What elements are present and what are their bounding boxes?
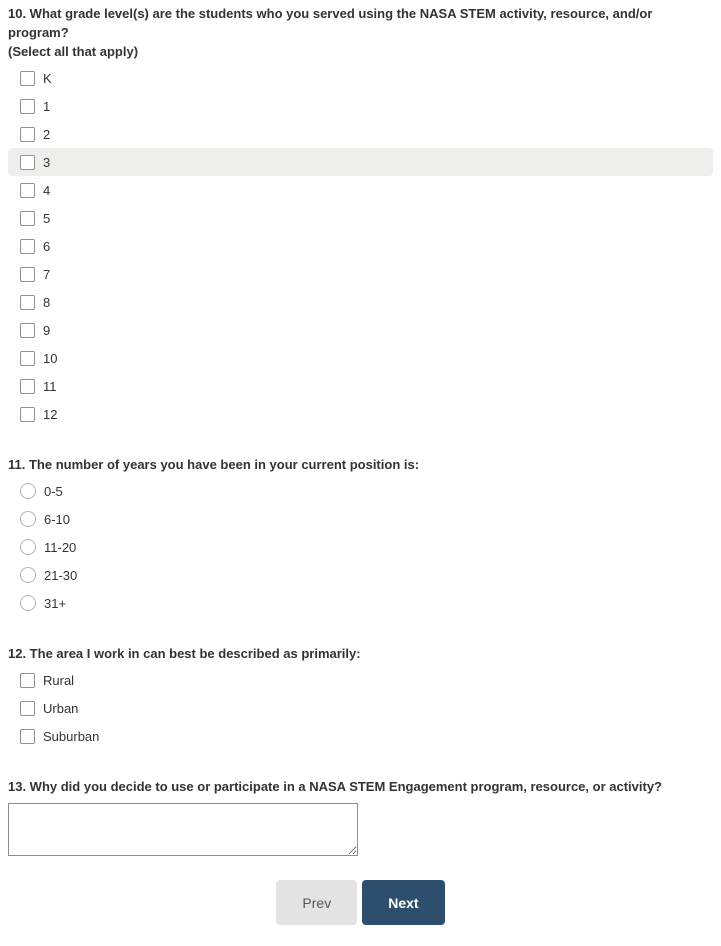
option-label[interactable]: 6-10: [44, 511, 71, 527]
option-grade-11[interactable]: [8, 372, 713, 400]
radio-icon[interactable]: [20, 511, 36, 527]
checkbox-icon[interactable]: [20, 71, 35, 86]
option-label[interactable]: 11: [43, 378, 57, 394]
option-label[interactable]: Suburban: [43, 728, 100, 744]
option-label[interactable]: 2: [43, 126, 51, 142]
radio-icon[interactable]: [20, 567, 36, 583]
checkbox-icon[interactable]: [20, 673, 35, 688]
option-grade-7[interactable]: [8, 260, 713, 288]
radio-icon[interactable]: [20, 539, 36, 555]
question-12-options: [8, 666, 713, 750]
option-label[interactable]: 10: [43, 350, 58, 366]
question-11-options: [8, 477, 713, 617]
option-label[interactable]: 1: [43, 98, 51, 114]
question-10-note: (Select all that apply): [8, 44, 139, 59]
checkbox-icon[interactable]: [20, 127, 35, 142]
checkbox-icon[interactable]: [20, 295, 35, 310]
option-years-31-plus[interactable]: [8, 589, 713, 617]
question-11: [8, 455, 713, 617]
question-10-title: 10. What grade level(s) are the students who you served using the NASA STEM activity, resource, and/or program?: [8, 6, 653, 40]
radio-icon[interactable]: [20, 595, 36, 611]
option-grade-5[interactable]: [8, 204, 713, 232]
option-label[interactable]: 11-20: [44, 539, 77, 555]
question-12: [8, 644, 713, 750]
option-grade-4[interactable]: [8, 176, 713, 204]
option-grade-12[interactable]: [8, 400, 713, 428]
option-grade-10[interactable]: [8, 344, 713, 372]
checkbox-icon[interactable]: [20, 729, 35, 744]
question-10: [8, 4, 713, 428]
checkbox-icon[interactable]: [20, 379, 35, 394]
checkbox-icon[interactable]: [20, 155, 35, 170]
option-label[interactable]: 3: [43, 154, 51, 170]
radio-icon[interactable]: [20, 483, 36, 499]
option-area-suburban[interactable]: [8, 722, 713, 750]
option-grade-9[interactable]: [8, 316, 713, 344]
option-label[interactable]: 12: [43, 406, 58, 422]
option-label[interactable]: 8: [43, 294, 51, 310]
option-label[interactable]: 4: [43, 182, 51, 198]
option-grade-6[interactable]: [8, 232, 713, 260]
navigation-buttons: [8, 880, 713, 925]
next-button[interactable]: Next: [362, 880, 444, 925]
option-grade-1[interactable]: [8, 92, 713, 120]
checkbox-icon[interactable]: [20, 267, 35, 282]
option-label[interactable]: 0-5: [44, 483, 63, 499]
option-label[interactable]: K: [43, 70, 52, 86]
option-years-21-30[interactable]: [8, 561, 713, 589]
prev-button[interactable]: Prev: [276, 880, 357, 925]
option-years-11-20[interactable]: [8, 533, 713, 561]
question-13: [8, 777, 713, 856]
option-grade-3[interactable]: [8, 148, 713, 176]
option-area-rural[interactable]: [8, 666, 713, 694]
question-13-title: 13. Why did you decide to use or participate in a NASA STEM Engagement program, resource, or activity?: [8, 779, 662, 794]
option-label[interactable]: Rural: [43, 672, 75, 688]
question-12-title: 12. The area I work in can best be described as primarily:: [8, 646, 361, 661]
option-years-6-10[interactable]: [8, 505, 713, 533]
checkbox-icon[interactable]: [20, 351, 35, 366]
option-grade-2[interactable]: [8, 120, 713, 148]
question-10-options: [8, 64, 713, 428]
option-label[interactable]: 5: [43, 210, 51, 226]
option-years-0-5[interactable]: [8, 477, 713, 505]
option-label[interactable]: Urban: [43, 700, 79, 716]
checkbox-icon[interactable]: [20, 99, 35, 114]
answer-textarea[interactable]: [8, 803, 358, 856]
question-11-title: 11. The number of years you have been in your current position is:: [8, 457, 420, 472]
option-label[interactable]: 7: [43, 266, 51, 282]
checkbox-icon[interactable]: [20, 183, 35, 198]
checkbox-icon[interactable]: [20, 323, 35, 338]
option-grade-8[interactable]: [8, 288, 713, 316]
option-label[interactable]: 6: [43, 238, 51, 254]
option-label[interactable]: 9: [43, 322, 51, 338]
checkbox-icon[interactable]: [20, 239, 35, 254]
option-grade-k[interactable]: [8, 64, 713, 92]
checkbox-icon[interactable]: [20, 701, 35, 716]
checkbox-icon[interactable]: [20, 407, 35, 422]
checkbox-icon[interactable]: [20, 211, 35, 226]
option-label[interactable]: 21-30: [44, 567, 78, 583]
option-label[interactable]: 31+: [44, 595, 67, 611]
option-area-urban[interactable]: [8, 694, 713, 722]
